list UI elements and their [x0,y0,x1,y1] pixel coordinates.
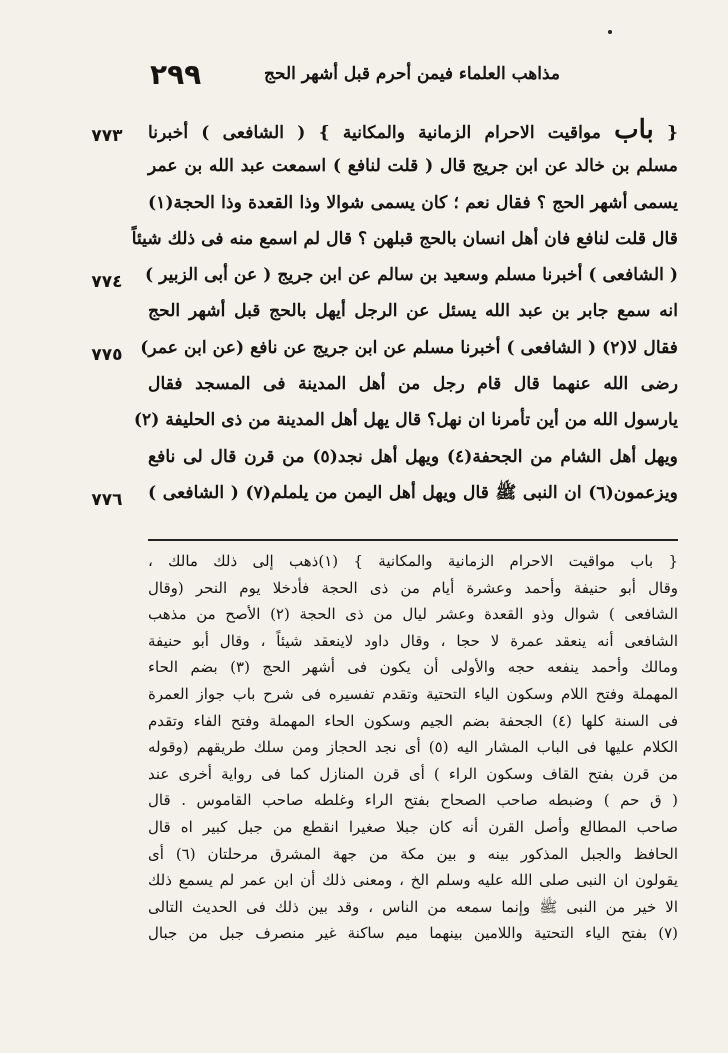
page-number: ٢٩٩ [150,58,202,91]
footnote-line: صاحب المطالع وأصل القرن أنه كان جبلا صغيرا انقطع من جبل كبير اه قال [148,817,678,836]
text-line: مسلم بن خالد عن ابن جريج قال ( قلت لنافع ) اسمعت عبد الله بن عمر [148,156,678,177]
footnote-line: المهملة وفتح اللام وسكون الياء التحتية وتقدم تفسيره فى شرح باب جواز العمرة [148,684,678,703]
text-line: انه سمع جابر بن عبد الله يسئل عن الرجل أيهل بالحج قبل أشهر الحج [148,301,678,322]
text-line: ويزعمون(٦) ان النبى ﷺ قال ويهل أهل اليمن من يلملم(٧) ( الشافعى ) [148,482,678,503]
footnote-line: فى السنة كلها (٤) الجحفة بضم الجيم وسكون الحاء المهملة وفتح الفاء وتقدم [148,711,679,730]
footnote-line: ( ق حم ) وضبطه صاحب الصحاح بفتح الراء وغلطه صاحب القاموس . قال [148,791,678,810]
footnote-line: { باب مواقيت الاحرام الزمانية والمكانية } (١)ذهب إلى ذلك مالك ، [148,552,678,570]
text-line: يارسول الله من أين تأمرنا ان نهل؟ قال يهل أهل المدينة من ذى الحليفة (٢) [133,410,678,431]
main-text [131,112,679,511]
text-line: ويهل أهل الشام من الجحفة(٤) ويهل أهل نجد(٥) من قرن قال لى نافع [148,446,678,467]
footnote-line: من قرن بفتح القاف وسكون الراء ) أى قرن المنازل كما فى رواية أخرى عند [148,764,678,783]
footnote-separator [148,539,678,541]
text-line: يسمى أشهر الحج ؟ فقال نعم ؛ كان يسمى شوالا وذا القعدة وذا الحجة(١) [148,192,678,213]
hadith-number: ٧٧٤ [91,272,123,292]
text-line [148,112,678,148]
footnote-line: الا خير من النبى ﷺ وإنما سمعه من الناس ، وقد بين ذلك فى الحديث التالى [148,897,678,916]
footnote-line: الشافعى أنه ينعقد عمرة لا حجا ، وقال داود لاينعقد شيئاً ، وقال أبو حنيفة [148,631,678,650]
text-line: رضى الله عنهما قال قام رجل من أهل المدينة فى المسجد فقال [148,374,678,395]
footnote-line: الحافظ والجبل المذكور بينه و بين مكة من جهة المشرق مرحلتان (٦) أى [148,844,678,863]
hadith-number: ٧٧٦ [91,490,123,510]
footnote-line: ومالك وأحمد ينفعه حجه والأولى أن يكون فى أشهر الحج (٣) بضم الحاء [148,658,678,677]
page-header [150,58,560,98]
chapter-bracket-open: { [666,123,679,143]
footnote-line: (٧) بفتح الياء التحتية واللامين بينهما ميم ساكنة غير منصرف جبل من جبال [148,924,678,943]
chapter-label: باب [614,115,654,145]
footnote-line: يقولون ان النبى صلى الله عليه وسلم الخ ، ومعنى ذلك أن ابن عمر لم يسمع ذلك [148,871,678,890]
footnote-line: الشافعى ) شوال وذو القعدة وعشر ليال من ذى الحجة (٢) الأصح من مذهب [148,605,678,624]
text-line-start: ( الشافعى ) أخبرنا [148,123,306,143]
hadith-number: ٧٧٥ [91,345,123,365]
text-line: فقال لا(٢) ( الشافعى ) أخبرنا مسلم عن ابن جريج عن نافع (عن ابن عمر) [140,337,678,358]
chapter-title: مواقيت الاحرام الزمانية والمكانية [342,123,601,143]
running-title: مذاهب العلماء فيمن أحرم قبل أشهر الحج [264,64,560,84]
chapter-bracket-close: } [318,123,330,143]
footnote-line: وقال أبو حنيفة وأحمد وعشرة أيام من ذى الحجة فأدخلا يوم النحر (وقال [148,578,678,597]
text-line: قال قلت لنافع فان أهل انسان بالحج قبلهن ؟ قال لم اسمع منه فى ذلك شيئاً [131,228,678,249]
footnotes [148,548,678,947]
text-line: ( الشافعى ) أخبرنا مسلم وسعيد بن سالم عن ابن جريج ( عن أبى الزبير ) [145,265,678,286]
footnote-line: الكلام عليها فى الباب المشار اليه (٥) أى نجد الحجاز ومن سلك طريقهم (وقوله [148,738,678,757]
hadith-number: ٧٧٣ [91,126,123,146]
stray-mark [608,30,612,34]
